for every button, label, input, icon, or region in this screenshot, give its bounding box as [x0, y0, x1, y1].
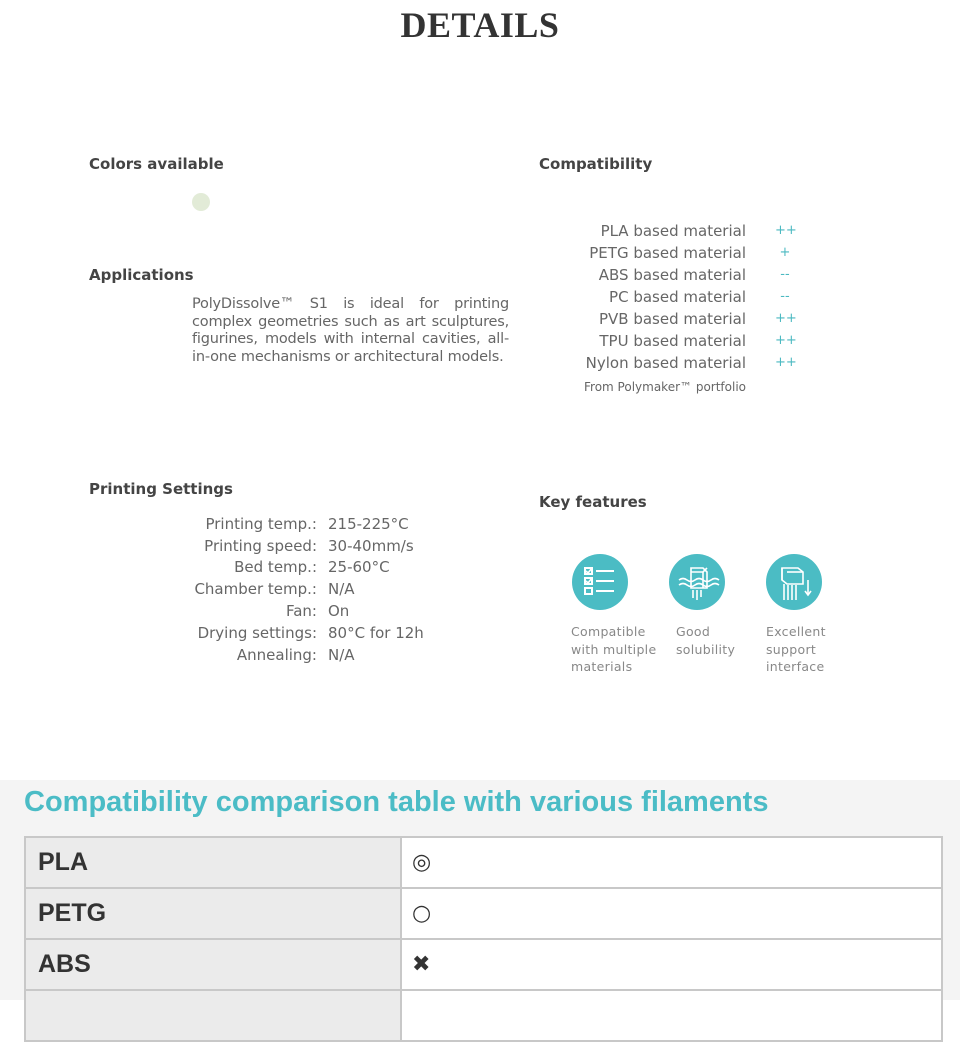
compat-material-name: PC based material — [609, 288, 746, 306]
setting-value: 25-60°C — [328, 558, 390, 576]
table-row — [25, 939, 942, 990]
color-swatch-natural[interactable] — [192, 193, 210, 211]
compat-rating: -- — [780, 267, 790, 282]
compat-row-pla — [0, 220, 960, 242]
setting-label: Drying settings: — [197, 624, 317, 642]
comparison-table-title: Compatibility comparison table with various filaments — [24, 786, 769, 818]
setting-label: Printing temp.: — [205, 515, 317, 533]
table-row — [25, 990, 942, 1041]
setting-label: Fan: — [285, 602, 317, 620]
feature-label-line: solubility — [676, 641, 736, 657]
compat-rating: ++ — [775, 333, 797, 348]
setting-value: N/A — [328, 580, 355, 598]
feature-label-line: interface — [766, 659, 825, 674]
compat-row-abs — [0, 264, 960, 286]
filament-name — [25, 990, 401, 1041]
checklist-icon — [572, 554, 628, 610]
dissolving-cube-icon — [669, 554, 725, 610]
compat-material-name: PVB based material — [598, 310, 746, 328]
compat-row-tpu — [0, 330, 960, 352]
compat-rating: + — [779, 245, 791, 260]
setting-label: Annealing: — [236, 646, 317, 664]
setting-value: 30-40mm/s — [328, 537, 414, 555]
setting-label: Chamber temp.: — [194, 580, 317, 598]
compatibility-mark — [401, 990, 942, 1041]
feature-label-line: support — [766, 641, 817, 657]
applications-text: PolyDissolve™ S1 is ideal for printing complex geometries such as art sculptures, figurines, models with internal cavities, all-in-one mechanisms or architectural models. — [192, 296, 509, 365]
setting-value: 215-225°C — [328, 515, 409, 533]
feature-label-interface — [766, 623, 826, 676]
setting-value: On — [328, 602, 350, 620]
support-interface-icon — [766, 554, 822, 610]
feature-label-line: with multiple — [571, 641, 657, 657]
compat-rating: ++ — [775, 223, 797, 238]
compatibility-heading: Compatibility — [539, 155, 653, 173]
setting-label: Printing speed: — [204, 537, 317, 555]
compat-rating: -- — [780, 289, 790, 304]
compatibility-mark: ○ — [401, 888, 942, 939]
compatibility-mark: ◎ — [401, 837, 942, 888]
compat-row-nylon — [0, 352, 960, 374]
compat-material-name: PETG based material — [589, 244, 746, 262]
compat-row-pc — [0, 286, 960, 308]
filament-name: PETG — [25, 888, 401, 939]
setting-value: 80°C for 12h — [328, 624, 424, 642]
setting-label: Bed temp.: — [234, 558, 317, 576]
compat-material-name: Nylon based material — [585, 354, 746, 372]
filament-name: ABS — [25, 939, 401, 990]
colors-heading: Colors available — [89, 155, 224, 173]
compat-row-petg — [0, 242, 960, 264]
filament-name: PLA — [25, 837, 401, 888]
table-row — [25, 837, 942, 888]
feature-label-compatible — [571, 623, 656, 676]
feature-label-line: materials — [571, 659, 633, 674]
feature-label-line: Compatible — [571, 624, 646, 639]
compatibility-mark: ✖ — [401, 939, 942, 990]
page-title: DETAILS — [400, 5, 560, 45]
printing-settings-heading: Printing Settings — [89, 480, 233, 498]
feature-label-line: Excellent — [766, 624, 826, 639]
feature-label-line: Good — [676, 624, 711, 639]
compat-rating: ++ — [775, 355, 797, 370]
key-features-heading: Key features — [539, 493, 647, 511]
table-row — [25, 888, 942, 939]
setting-value: N/A — [328, 646, 355, 664]
comparison-table — [24, 836, 943, 1042]
compat-rating: ++ — [775, 311, 797, 326]
feature-label-solubility — [676, 623, 735, 658]
compat-material-name: PLA based material — [600, 222, 746, 240]
compat-material-name: ABS based material — [598, 266, 746, 284]
compat-portfolio-note: From Polymaker™ portfolio — [584, 380, 746, 394]
compat-row-pvb — [0, 308, 960, 330]
applications-heading: Applications — [89, 266, 194, 284]
compat-material-name: TPU based material — [599, 332, 746, 350]
